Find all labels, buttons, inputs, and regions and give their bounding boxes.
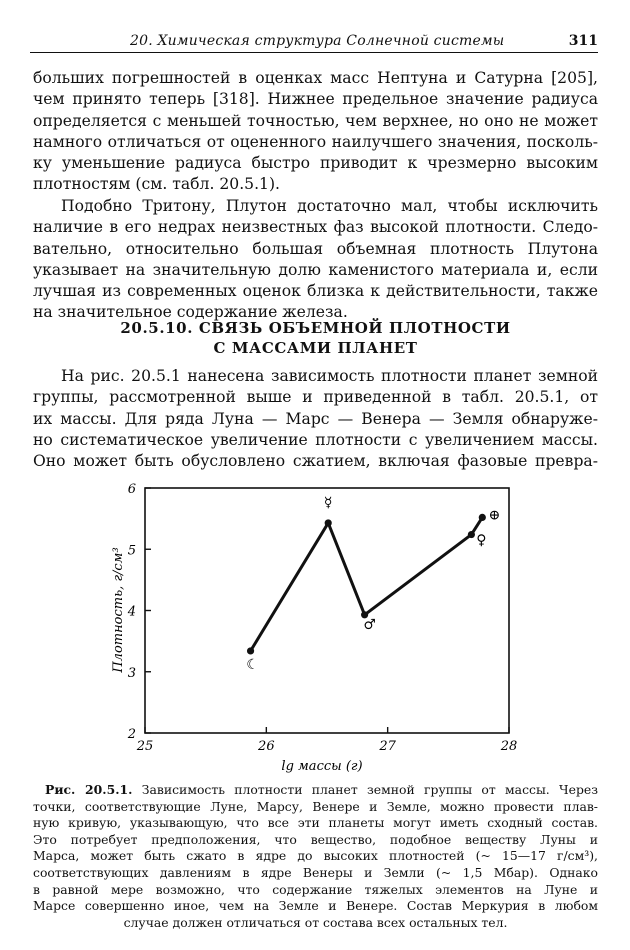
y-tick-label: 4 <box>127 604 136 620</box>
caption-line: ную кривую, указывающую, что все эти планеты могут иметь сходный состав. <box>33 815 598 831</box>
data-point <box>247 647 254 654</box>
caption-line: в равной мере возможно, что содержание тяжелых элементов на Луне и <box>33 881 598 897</box>
planet-symbol: ♀ <box>476 532 487 549</box>
data-point <box>325 519 332 526</box>
y-tick-label: 5 <box>127 543 136 559</box>
text-line: На рис. 20.5.1 нанесена зависимость плотности планет земной <box>61 367 598 385</box>
text-line: Оно может быть обусловлено сжатием, включая фазовые превра- <box>33 452 598 471</box>
caption-line: Марсе совершенно иное, чем на Земле и Венере. Состав Меркурия в любом <box>33 898 598 914</box>
x-tick-label: 28 <box>500 739 518 754</box>
planet-symbol: ♂ <box>363 616 376 633</box>
text-line: чем принято теперь [318]. Нижнее предельное значение радиуса <box>33 90 598 109</box>
text-line: но систематическое увеличение плотности с увеличением массы. <box>33 430 598 449</box>
caption-line: Это потребует предположения, что вещество, подобное веществу Луны и <box>33 831 598 847</box>
y-tick-label: 6 <box>127 482 136 497</box>
text-line: плотностям (см. табл. 20.5.1). <box>33 175 281 194</box>
x-tick-label: 25 <box>136 739 154 754</box>
text-line: Подобно Тритону, Плутон достаточно мал, чтобы исключить <box>61 197 598 215</box>
data-points <box>246 495 500 673</box>
paragraph-1 <box>33 68 598 196</box>
text-line: вательно, относительно большая объемная плотность Плутона <box>33 239 598 258</box>
y-tick-label: 2 <box>127 727 136 742</box>
figure-caption <box>33 782 598 931</box>
data-point <box>479 514 486 521</box>
text-line: больших погрешностей в оценках масс Нептуна и Сатурна [205], <box>33 69 598 87</box>
caption-line: Зависимость плотности планет земной группы от массы. Через <box>141 782 598 797</box>
data-point <box>468 531 475 538</box>
running-title: 20. Химическая структура Солнечной системы <box>130 33 505 49</box>
density-mass-chart <box>110 478 530 778</box>
caption-first-line <box>33 782 598 799</box>
caption-line: Марса, может быть сжато в ядре до высоких плотностей (~ 15—17 г/см³), <box>33 848 598 864</box>
page-number: 311 <box>568 33 598 49</box>
caption-line: соответствующих давлениям в ядре Венеры и Земли (~ 1,5 Мбар). Однако <box>33 864 598 880</box>
x-axis-label: lg массы (г) <box>281 759 363 774</box>
caption-label: Рис. 20.5.1. <box>45 782 133 797</box>
x-tick-label: 26 <box>258 739 275 754</box>
section-heading-line-1: 20.5.10. СВЯЗЬ ОБЪЕМНОЙ ПЛОТНОСТИ <box>120 319 511 337</box>
text-line: лучшая из современных оценок близка к действительности, также <box>33 282 598 301</box>
paragraph-2 <box>33 196 598 324</box>
x-tick-label: 27 <box>379 739 396 754</box>
text-line: намного отличаться от оцененного наилучшего значения, посколь- <box>33 132 598 151</box>
section-heading-line-2: С МАССАМИ ПЛАНЕТ <box>213 339 418 357</box>
planet-symbol: ☾ <box>246 656 259 673</box>
y-axis-label: Плотность, г/см³ <box>111 547 126 673</box>
text-line: на значительное содержание железа. <box>33 303 348 322</box>
text-line: их массы. Для ряда Луна — Марс — Венера — Земля обнаруже- <box>33 409 598 428</box>
text-line: группы, рассмотренной выше и приведенной в табл. 20.5.1, от <box>33 388 598 407</box>
x-axis-ticks <box>136 727 518 754</box>
text-line: ку уменьшение радиуса быстро приводит к чрезмерно высоким <box>33 154 598 173</box>
running-header <box>30 30 598 53</box>
paragraph-3 <box>33 366 598 472</box>
planet-symbol: ⊕ <box>488 507 501 524</box>
text-line: указывает на значительную долю каменистого материала и, если <box>33 260 598 279</box>
text-line: наличие в его недрах неизвестных фаз высокой плотности. Следо- <box>33 218 598 237</box>
text-line: определяется с меньшей точностью, чем верхнее, но оно не может <box>33 111 598 130</box>
section-heading <box>33 318 598 358</box>
caption-line: точки, соответствующие Луне, Марсу, Венере и Земле, можно провести плав- <box>33 798 598 814</box>
caption-line: случае должен отличаться от состава всех остальных тел. <box>123 914 508 930</box>
y-axis-ticks <box>127 482 151 742</box>
y-tick-label: 3 <box>127 665 136 681</box>
planet-symbol: ☿ <box>323 494 333 511</box>
